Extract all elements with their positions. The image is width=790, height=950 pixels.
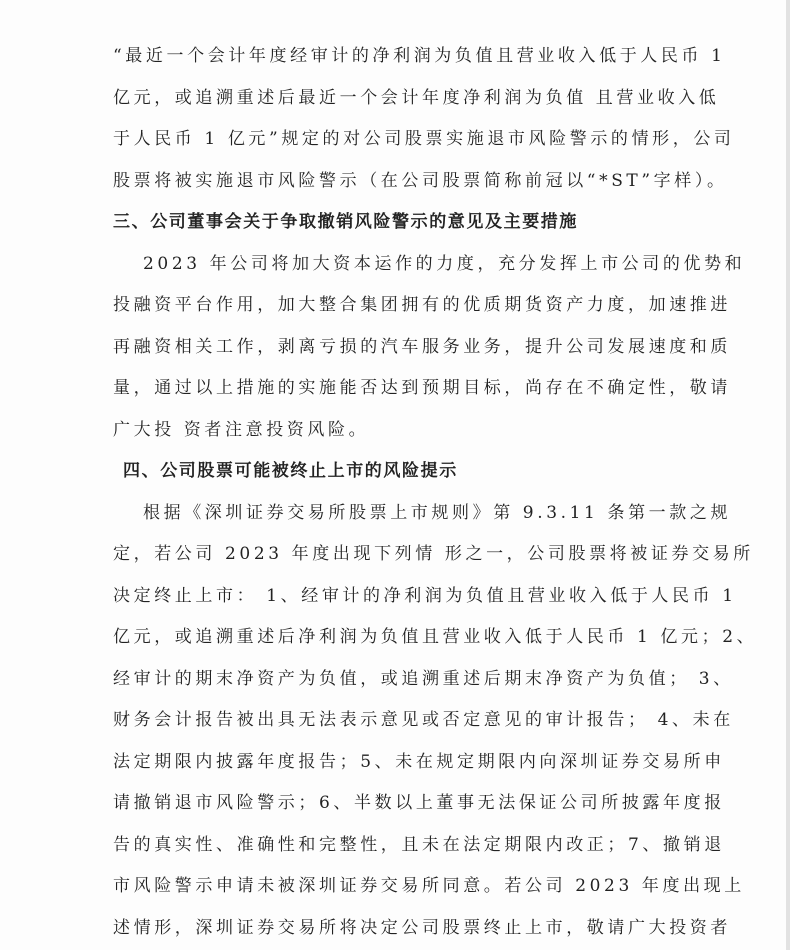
text-line: 亿元，或追溯重述后最近一个会计年度净利润为负值 且营业收入低 bbox=[113, 87, 720, 108]
paragraph-intro bbox=[113, 36, 735, 202]
text-line: 决定终止上市： 1、经审计的净利润为负值且营业收入低于人民币 1 bbox=[113, 585, 737, 606]
text-line: 定，若公司 2023 年度出现下列情 形之一，公司股票将被证券交易所 bbox=[113, 544, 754, 564]
text-line: 再融资相关工作，剥离亏损的汽车服务业务，提升公司发展速度和质 bbox=[113, 336, 731, 357]
text-line: 市风险警示申请未被深圳证券交易所同意。若公司 2023 年度出现上 bbox=[113, 876, 745, 896]
text-line: 请撤销退市风险警示；6、半数以上董事无法保证公司所披露年度报 bbox=[113, 793, 725, 813]
text-line: 亿元，或追溯重述后净利润为负值且营业收入低于人民币 1 亿元；2、 bbox=[113, 627, 758, 647]
section-4 bbox=[113, 451, 758, 949]
text-line: 广大投 资者注意投资风险。 bbox=[113, 419, 370, 440]
text-line: 经审计的期末净资产为负值，或追溯重述后期末净资产为负值； 3、 bbox=[113, 668, 734, 689]
text-line: 根据《深圳证券交易所股票上市规则》第 9.3.11 条第一款之规 bbox=[143, 502, 732, 523]
text-line: 股票将被实施退市风险警示（在公司股票简称前冠以“*ST”字样）。 bbox=[113, 170, 728, 191]
text-line: 财务会计报告被出具无法表示意见或否定意见的审计报告； 4、未在 bbox=[113, 710, 734, 730]
scrollbar-track[interactable] bbox=[786, 0, 790, 950]
text-line: 告的真实性、准确性和完整性，且未在法定期限内改正；7、撤销退 bbox=[113, 834, 725, 855]
document-page bbox=[113, 36, 758, 949]
section-3 bbox=[113, 202, 746, 451]
section-3-heading: 三、公司董事会关于争取撤销风险警示的意见及主要措施 bbox=[113, 212, 578, 232]
text-line: 量，通过以上措施的实施能否达到预期目标，尚存在不确定性，敬请 bbox=[113, 378, 731, 398]
text-line: 法定期限内披露年度报告；5、未在规定期限内向深圳证券交易所申 bbox=[113, 751, 725, 772]
text-line: 2023 年公司将加大资本运作的力度，充分发挥上市公司的优势和 bbox=[143, 253, 746, 274]
section-4-heading: 四、公司股票可能被终止上市的风险提示 bbox=[123, 461, 458, 481]
text-line: 投融资平台作用，加大整合集团拥有的优质期货资产力度，加速推进 bbox=[113, 295, 731, 315]
text-line: 述情形，深圳证券交易所将决定公司股票终止上市，敬请广大投资者 bbox=[113, 917, 731, 938]
text-line: “最近一个会计年度经审计的净利润为负值且营业收入低于人民币 1 bbox=[113, 46, 726, 66]
text-line: 于人民币 1 亿元”规定的对公司股票实施退市风险警示的情形，公司 bbox=[113, 129, 735, 149]
